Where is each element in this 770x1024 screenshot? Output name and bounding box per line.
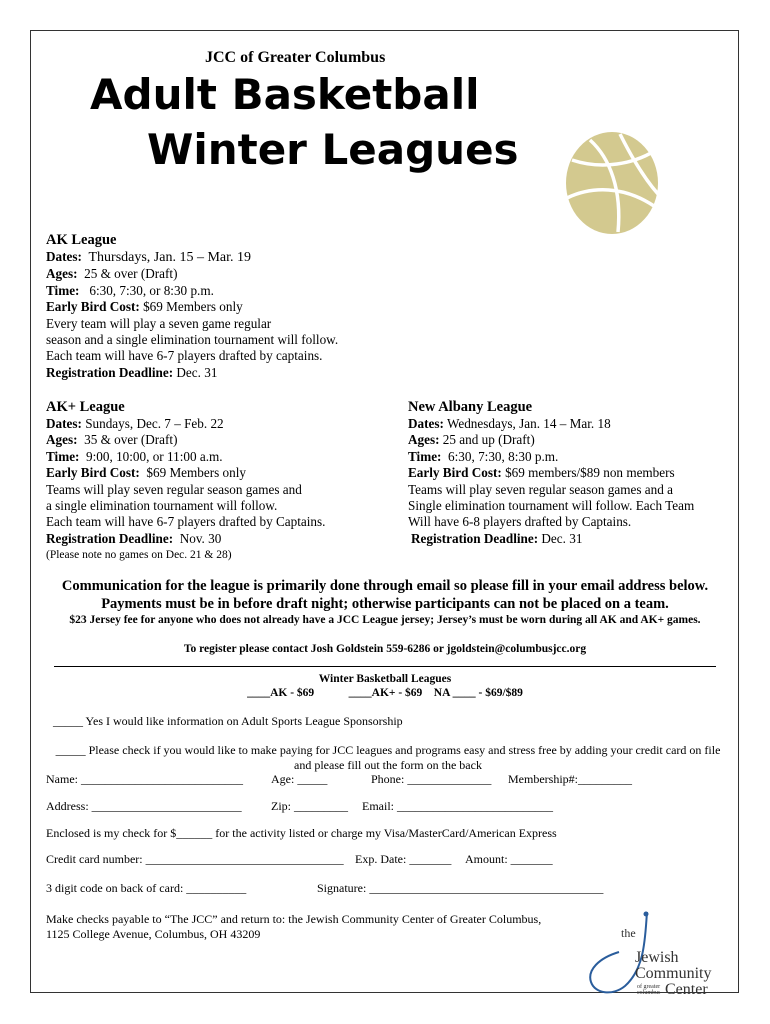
zip-field[interactable]: Zip: _________ bbox=[271, 799, 348, 813]
sponsorship-checkbox[interactable]: _____ Yes I would like information on Adult Sports League Sponsorship bbox=[53, 714, 403, 728]
akplus-note: (Please note no games on Dec. 21 & 28) bbox=[46, 549, 232, 562]
membership-field[interactable]: Membership#:_________ bbox=[508, 772, 632, 786]
na-description-3: Will have 6-8 players drafted by Captains. bbox=[408, 514, 632, 530]
title-line-1: Adult Basketball bbox=[90, 70, 480, 119]
akplus-time: Time: 9:00, 10:00, or 11:00 a.m. bbox=[46, 448, 223, 464]
ak-description-1: Every team will play a seven game regular bbox=[46, 315, 272, 331]
ak-ages: Ages: 25 & over (Draft) bbox=[46, 266, 178, 282]
logo-center: Center bbox=[665, 981, 708, 998]
na-time: Time: 6:30, 7:30, 8:30 p.m. bbox=[408, 448, 559, 464]
exp-date-field[interactable]: Exp. Date: _______ bbox=[355, 852, 452, 866]
organization-name: JCC of Greater Columbus bbox=[205, 49, 386, 66]
ak-description-2: season and a single elimination tournament will follow. bbox=[46, 332, 339, 348]
title-line-2: Winter Leagues bbox=[147, 125, 519, 174]
akplus-ages: Ages: 35 & over (Draft) bbox=[46, 432, 178, 448]
checks-payable-line-1: Make checks payable to “The JCC” and return to: the Jewish Community Center of Greater Columbus, bbox=[46, 912, 542, 926]
ak-league-heading: AK League bbox=[46, 232, 117, 248]
na-ages: Ages: 25 and up (Draft) bbox=[408, 432, 535, 448]
ak-deadline: Registration Deadline: Dec. 31 bbox=[46, 364, 218, 380]
jersey-notice: $23 Jersey fee for anyone who does not already have a JCC League jersey; Jersey’s must be worn during all AK and AK+ games. bbox=[69, 614, 701, 626]
card-number-field[interactable]: Credit card number: _________________________________ bbox=[46, 852, 344, 866]
register-contact: To register please contact Josh Goldstein 559-6286 or jgoldstein@columbusjcc.org bbox=[183, 643, 587, 655]
akplus-description-2: a single elimination tournament will follow. bbox=[46, 498, 278, 514]
basketball-icon bbox=[562, 128, 662, 238]
ak-time: Time: 6:30, 7:30, or 8:30 p.m. bbox=[46, 282, 214, 298]
payment-notice: Payments must be in before draft night; otherwise participants can not be placed on a team. bbox=[101, 596, 669, 612]
akplus-league-section bbox=[46, 398, 325, 564]
akplus-league-heading: AK+ League bbox=[46, 399, 125, 415]
security-code-field[interactable]: 3 digit code on back of card: __________ bbox=[46, 881, 247, 895]
na-dates: Dates: Wednesdays, Jan. 14 – Mar. 18 bbox=[408, 416, 611, 431]
age-field[interactable]: Age: _____ bbox=[271, 772, 328, 786]
new-albany-league-section bbox=[408, 398, 694, 547]
ak-description-3: Each team will have 6-7 players drafted by captains. bbox=[46, 348, 323, 364]
ak-dates: Dates: Thursdays, Jan. 15 – Mar. 19 bbox=[46, 249, 252, 265]
check-or-charge-field[interactable]: Enclosed is my check for $______ for the activity listed or charge my Visa/MasterCard/American Express bbox=[46, 826, 557, 840]
na-league-heading: New Albany League bbox=[408, 399, 533, 415]
na-cost: Early Bird Cost: $69 members/$89 non members bbox=[408, 465, 675, 481]
jcc-logo bbox=[585, 908, 725, 1000]
credit-card-on-file-checkbox[interactable]: _____ Please check if you would like to make paying for JCC leagues and programs easy and stress free by adding your credit card on file and please fill out the form on the back bbox=[55, 743, 721, 772]
na-deadline: Registration Deadline: Dec. 31 bbox=[411, 530, 583, 546]
logo-columbus: columbus bbox=[637, 990, 661, 996]
ak-cost: Early Bird Cost: $69 Members only bbox=[46, 299, 243, 315]
signature-field[interactable]: Signature: _______________________________________ bbox=[317, 881, 604, 895]
logo-jewish: Jewish bbox=[635, 949, 679, 966]
name-field[interactable]: Name: ___________________________ bbox=[46, 772, 243, 786]
na-description-2: Single elimination tournament will follow. Each Team bbox=[408, 498, 695, 514]
email-field[interactable]: Email: __________________________ bbox=[362, 799, 553, 813]
form-title: Winter Basketball Leagues bbox=[318, 673, 452, 685]
akplus-dates: Dates: Sundays, Dec. 7 – Feb. 22 bbox=[46, 416, 224, 431]
akplus-deadline: Registration Deadline: Nov. 30 bbox=[46, 530, 222, 546]
akplus-description-1: Teams will play seven regular season games and bbox=[46, 481, 302, 497]
logo-community: Community bbox=[635, 965, 712, 982]
league-options[interactable]: ____AK - $69 ____AK+ - $69 NA ____ - $69/$89 bbox=[247, 687, 523, 699]
logo-of-greater: of greater bbox=[637, 984, 661, 990]
logo-the: the bbox=[621, 926, 636, 940]
address-field[interactable]: Address: _________________________ bbox=[46, 799, 242, 813]
akplus-description-3: Each team will have 6-7 players drafted by Captains. bbox=[46, 514, 326, 530]
divider bbox=[54, 666, 716, 667]
amount-field[interactable]: Amount: _______ bbox=[465, 852, 553, 866]
phone-field[interactable]: Phone: ______________ bbox=[371, 772, 492, 786]
na-description-1: Teams will play seven regular season games and a bbox=[408, 481, 673, 497]
checks-payable-line-2: 1125 College Avenue, Columbus, OH 43209 bbox=[46, 927, 261, 941]
communication-notice: Communication for the league is primarily done through email so please fill in your email address below. bbox=[61, 578, 709, 594]
ak-league-section bbox=[46, 231, 338, 381]
akplus-cost: Early Bird Cost: $69 Members only bbox=[46, 465, 247, 481]
